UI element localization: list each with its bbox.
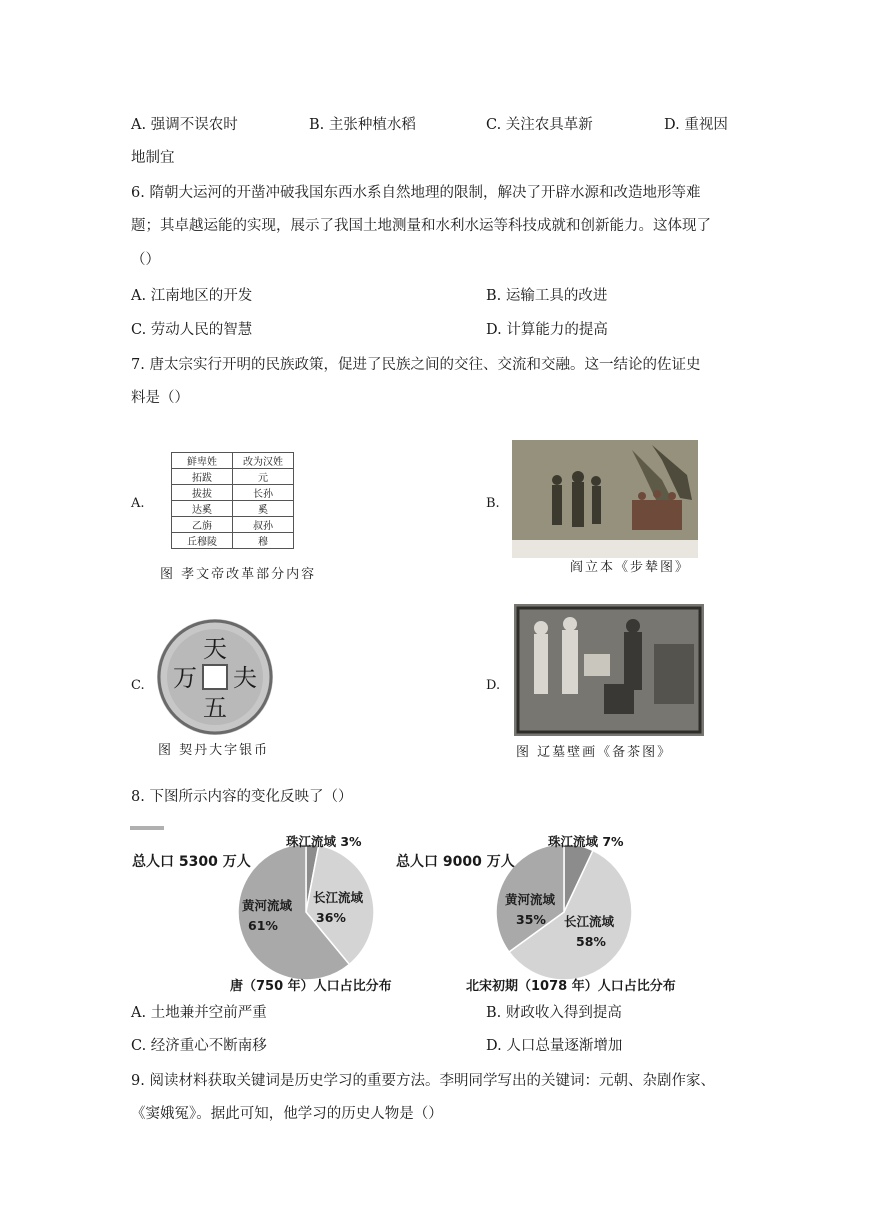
tang-label-huanghe-value: 61% [248,918,278,933]
table-cell: 穆 [233,533,294,549]
q7-option-c-label: C. [131,678,145,693]
table-cell: 奚 [233,501,294,517]
table-row [172,501,294,517]
q6-option-d: D. 计算能力的提高 [486,322,608,338]
table-cell: 丘穆陵 [172,533,233,549]
q6-option-b: B. 运输工具的改进 [486,288,608,304]
song-total-population: 总人口 9000 万人 [396,854,515,870]
bunian-painting-image [512,440,698,558]
table-cell: 乙旃 [172,517,233,533]
q9-stem-line1: 9. 阅读材料获取关键词是历史学习的重要方法。李明同学写出的关键词：元朝、杂剧作家、 [131,1073,715,1089]
tang-label-changjiang-name: 长江流域 [313,890,364,905]
scan-artifact [130,826,164,830]
surname-table [171,452,294,549]
q7-a-caption: 图 孝文帝改革部分内容 [160,567,317,582]
tang-label-zhujiang: 珠江流域 3% [286,834,362,849]
q5-option-d-cont: 地制宜 [131,150,175,166]
table-cell: 拓跋 [172,469,233,485]
q7-b-caption: 阎立本《步辇图》 [570,560,691,575]
table-cell: 元 [233,469,294,485]
song-label-huanghe-name: 黄河流域 [505,892,556,907]
song-label-changjiang-name: 长江流域 [564,914,615,929]
q7-option-a-label: A. [131,496,145,511]
q8-option-c: C. 经济重心不断南移 [131,1038,267,1054]
q8-option-d: D. 人口总量逐渐增加 [486,1038,623,1054]
q7-option-b-label: B. [486,496,500,511]
q8-option-b: B. 财政收入得到提高 [486,1005,622,1021]
song-label-changjiang-value: 58% [576,934,606,949]
tang-label-huanghe-name: 黄河流域 [242,898,293,913]
tang-chart-title: 唐（750 年）人口占比分布 [230,979,392,994]
q6-stem-line1: 6. 隋朝大运河的开凿冲破我国东西水系自然地理的限制，解决了开辟水源和改造地形等难 [131,185,701,201]
q7-stem-line1: 7. 唐太宗实行开明的民族政策，促进了民族之间的交往、交流和交融。这一结论的佐证史 [131,357,701,373]
q7-c-caption: 图 契丹大字银币 [158,743,270,758]
q6-stem-line3: （） [131,252,160,268]
table-row [172,469,294,485]
table-cell: 叔孙 [233,517,294,533]
population-pie-charts [130,820,690,998]
q7-d-caption: 图 辽墓壁画《备茶图》 [516,745,673,760]
q8-option-a: A. 土地兼并空前严重 [131,1005,267,1021]
q5-option-c: C. 关注农具革新 [486,117,593,133]
coin-char-left: 万 [173,664,197,692]
coin-char-bottom: 五 [203,694,227,722]
q5-option-d: D. 重视因 [664,117,728,133]
q9-stem-line2: 《窦娥冤》。据此可知，他学习的历史人物是（） [131,1106,443,1122]
table-row [172,533,294,549]
song-label-zhujiang: 珠江流域 7% [548,834,624,849]
table-header-cell: 改为汉姓 [233,453,294,469]
q6-stem-line2: 题；其卓越运能的实现，展示了我国土地测量和水利水运等科技成就和创新能力。这体现了 [131,218,711,234]
coin-char-top: 天 [203,635,227,663]
tang-label-changjiang-value: 36% [316,910,346,925]
q8-stem: 8. 下图所示内容的变化反映了（） [131,789,353,805]
table-cell: 长孙 [233,485,294,501]
tang-total-population: 总人口 5300 万人 [132,854,251,870]
q7-stem-line2: 料是（） [131,390,189,406]
silver-coin-image [155,617,275,737]
q6-option-a: A. 江南地区的开发 [131,288,253,304]
tea-mural-image [514,604,704,736]
table-cell: 拔拔 [172,485,233,501]
q7-option-d-label: D. [486,678,501,693]
table-row [172,517,294,533]
q5-option-b: B. 主张种植水稻 [309,117,416,133]
table-cell: 达奚 [172,501,233,517]
table-header-cell: 鲜卑姓 [172,453,233,469]
coin-char-right: 夫 [233,664,257,692]
song-label-huanghe-value: 35% [516,912,546,927]
q6-option-c: C. 劳动人民的智慧 [131,322,253,338]
table-row [172,485,294,501]
table-row [172,453,294,469]
song-chart-title: 北宋初期（1078 年）人口占比分布 [466,979,676,994]
q5-option-a: A. 强调不误农时 [131,117,238,133]
